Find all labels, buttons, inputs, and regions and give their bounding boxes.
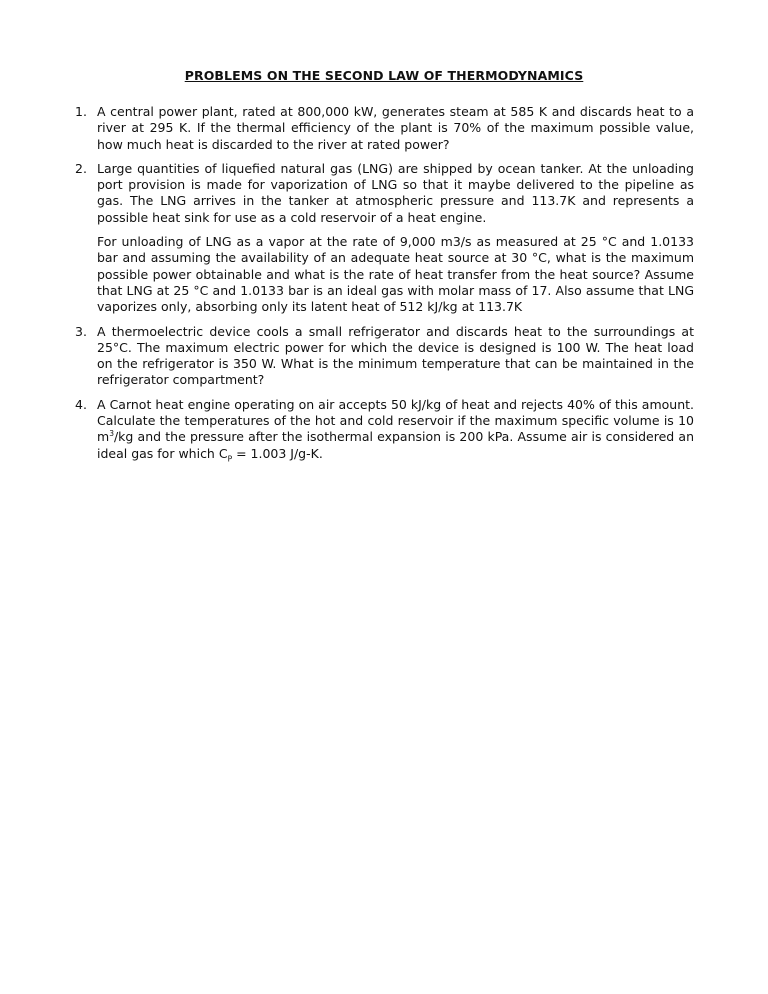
problem-item-1 xyxy=(75,104,694,153)
problem-number: 1. xyxy=(75,104,87,119)
problem-number: 4. xyxy=(75,396,87,412)
problem-text: Large quantities of liquefied natural gas (LNG) are shipped by ocean tanker. At the unloading port provision is made for vaporization of LNG so that it maybe delivered to the pipeline as gas. The LNG arrives in the tanker at atmospheric pressure and 113.7K and represents a possible heat sink for use as a cold reservoir of a heat engine. xyxy=(97,160,694,225)
problem-text: A thermoelectric device cools a small refrigerator and discards heat to the surroundings at 25°C. The maximum electric power for which the device is designed is 100 W. The heat load on the refrigerator is 350 W. What is the minimum temperature that can be maintained in the refrigerator compartment? xyxy=(97,323,694,388)
problem-list xyxy=(75,104,694,470)
problem-text: A central power plant, rated at 800,000 kW, generates steam at 585 K and discards heat to a river at 295 K. If the thermal efficiency of the plant is 70% of the maximum possible value, how much heat is discarded to the river at rated power? xyxy=(97,104,694,152)
problem-item-3 xyxy=(75,324,694,389)
problem-item-4 xyxy=(75,397,694,462)
problem-text-part: A Carnot heat engine operating on air accepts 50 kJ/kg of heat and rejects 40% of this amount. Calculate the temperatures of the hot and cold reservoir if the maximum specific volume is 10 m xyxy=(97,396,694,445)
problem-text-part: = 1.003 J/g-K. xyxy=(232,445,323,461)
superscript-exponent: 3 xyxy=(109,429,114,439)
problem-text xyxy=(97,397,694,462)
problem-number: 2. xyxy=(75,160,87,176)
document-title: PROBLEMS ON THE SECOND LAW OF THERMODYNAMICS xyxy=(184,68,584,83)
problem-item-2 xyxy=(75,161,694,316)
problem-text-continued: For unloading of LNG as a vapor at the rate of 9,000 m3/s as measured at 25 °C and 1.0133 bar and assuming the availability of an adequate heat source at 30 °C, what is the maximum possible power obtainable and what is the rate of heat transfer from the heat source? Assume that LNG at 25 °C and 1.0133 bar is an ideal gas with molar mass of 17. Also assume that LNG vaporizes only, absorbing only its latent heat of 512 kJ/kg at 113.7K xyxy=(97,234,694,315)
problem-text-part: /kg and the pressure after the isothermal expansion is 200 kPa. Assume air is considered an ideal gas for which C xyxy=(97,429,694,461)
problem-number: 3. xyxy=(75,323,87,339)
subscript-label: P xyxy=(227,454,233,464)
